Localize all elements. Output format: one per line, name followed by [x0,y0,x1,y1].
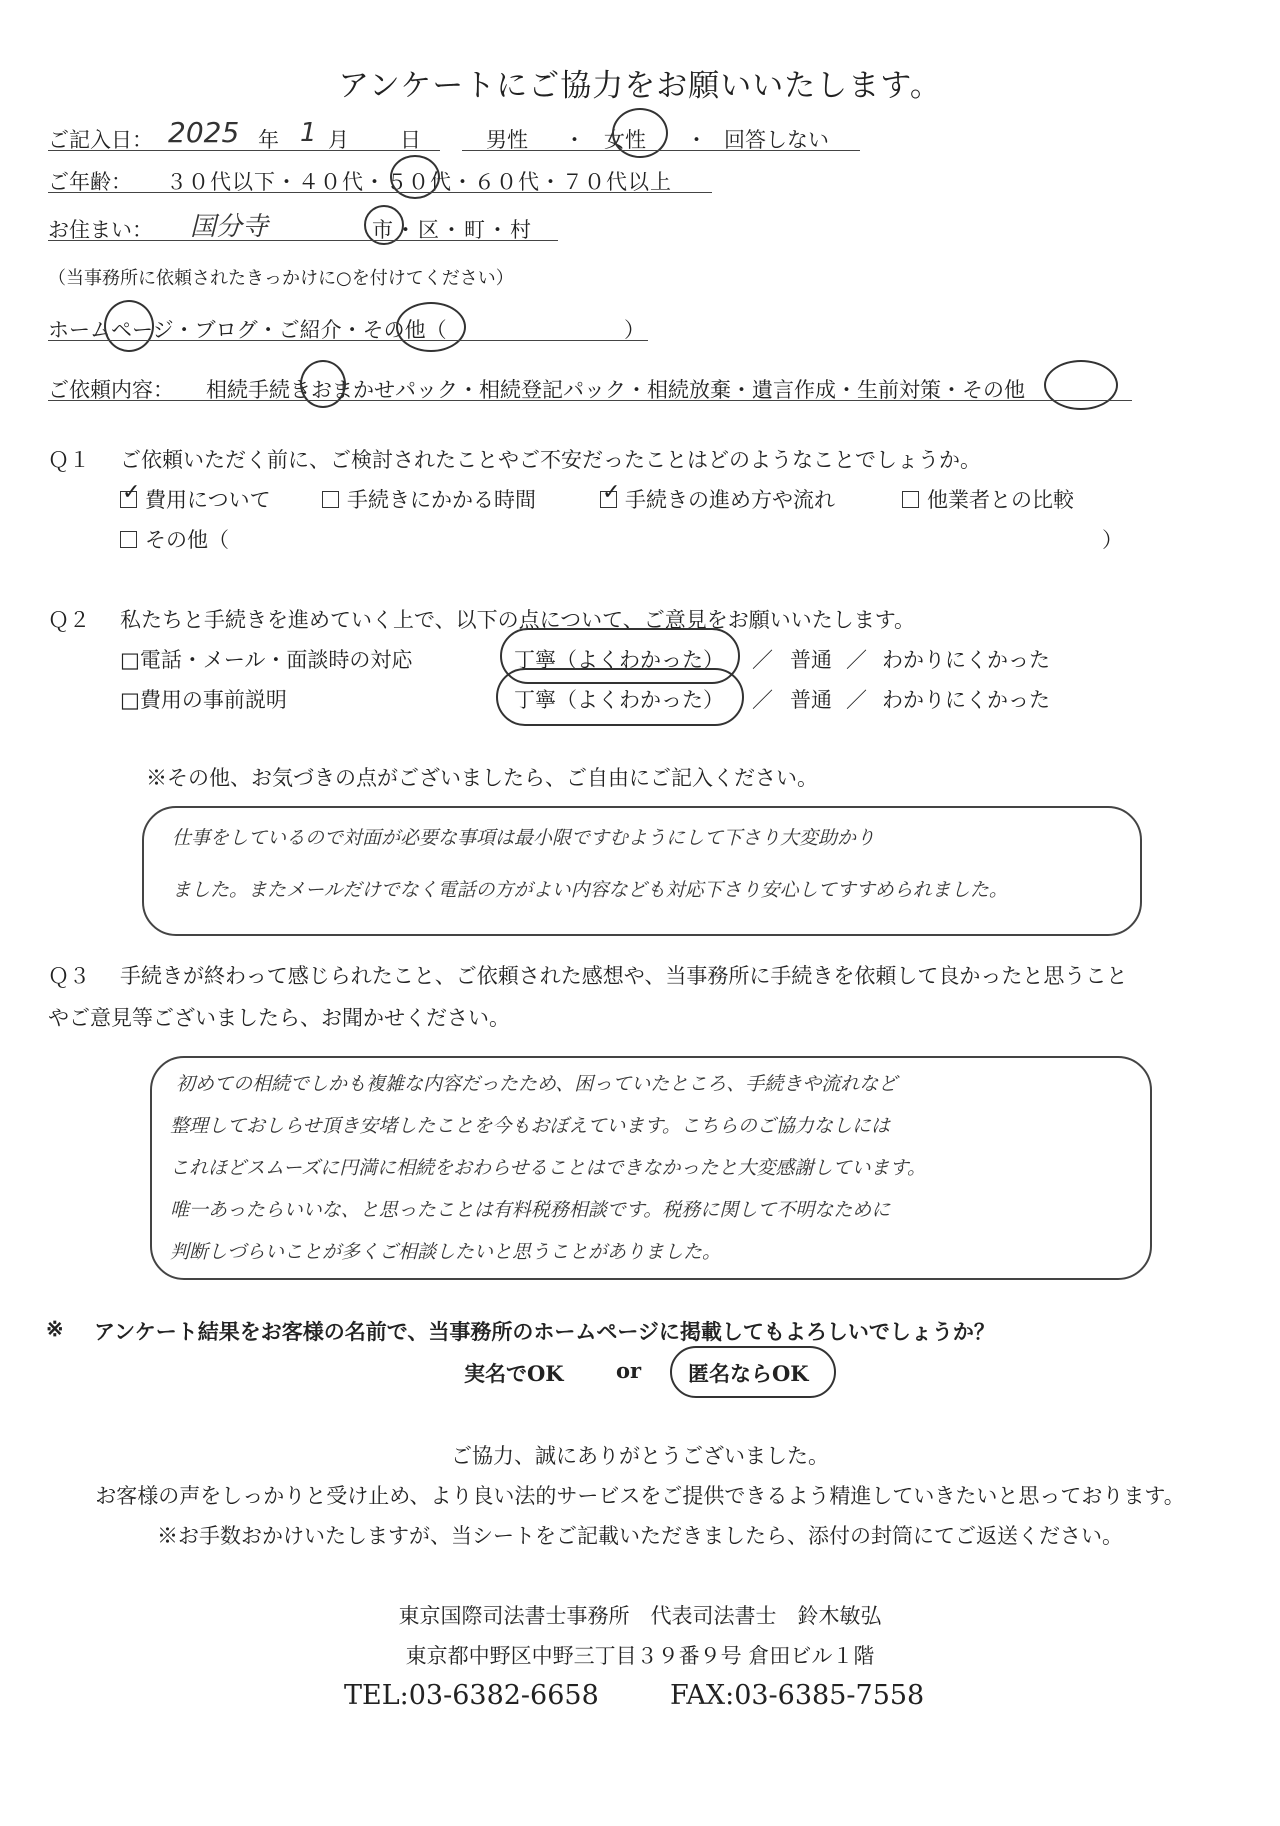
age-options: ３０代以下・４０代・５０代・６０代・７０代以上 [166,170,672,194]
gender-sep-2: ・ [686,128,707,152]
trigger-note: （当事務所に依頼されたきっかけに○を付けてください） [48,268,514,289]
q3-comment-line-5: 判断しづらいことが多くご相談したいと思うことがありました。 [170,1241,722,1263]
gender-sep-1: ・ [564,128,585,152]
gender-no-answer: 回答しない [724,128,829,152]
publish-opt-anon[interactable]: 匿名ならOK [688,1361,809,1386]
residence-underline [48,240,558,241]
trigger-options: ホームページ・ブログ・ご紹介・その他（ [48,318,447,342]
residence-selected-circle [364,205,404,245]
q2-row-cost-item: □費用の事前説明 [120,688,287,712]
date-month-value: 1 [300,118,317,148]
publish-or: or [616,1358,642,1383]
q2-question: 私たちと手続きを進めていく上で、以下の点について、ご意見をお願いいたします。 [120,608,916,632]
q1-option-cost[interactable]: ✓費用について [120,484,271,514]
publish-opt-real[interactable]: 実名でOK [464,1361,564,1386]
checkbox-icon[interactable] [120,531,137,548]
checkbox-icon[interactable] [902,491,919,508]
page-title: アンケートにご協力をお願いいたします。 [338,68,942,104]
q3-comment-line-3: これほどスムーズに円満に相続をおわらせることはできなかったと大変感謝しています。 [170,1157,927,1179]
q2-row-cost-slash-2: ／ [846,688,867,712]
age-label: ご年齢： [48,170,132,194]
age-underline [48,192,712,193]
trigger-underline [48,340,648,341]
q1-other-close: ） [1102,528,1123,552]
publish-selected-circle [670,1346,836,1398]
residence-value: 国分寺 [190,212,269,242]
q1-option-time[interactable]: 手続きにかかる時間 [322,484,536,514]
date-day-unit: 日 [400,128,421,152]
trigger-close: ） [624,318,645,342]
date-underline [48,150,440,151]
request-underline [48,400,1132,401]
office-name: 東京国際司法書士事務所 代表司法書士 鈴木敏弘 [398,1604,882,1628]
date-month-unit: 月 [328,128,349,152]
checkbox-icon[interactable] [322,491,339,508]
q2-comment-line-2: ました。またメールだけでなく電話の方がよい内容なども対応下さり安心してすすめられました。 [172,879,1008,901]
q2-row-contact-opt-normal: 普通 [790,648,832,672]
q3-question-line-1: 手続きが終わって感じられたこと、ご依頼された感想や、当事務所に手続きを依頼して良かったと思うこと [120,964,1128,988]
checkbox-checked-icon[interactable] [120,491,137,508]
q2-row-cost-selected-circle [496,668,744,726]
office-tel: TEL:03-6382-6658 [344,1680,599,1711]
q1-number: Ｑ１ [48,448,90,472]
gender-male: 男性 [486,128,528,152]
q2-row-cost-slash-1: ／ [752,688,773,712]
closing-line-2: お客様の声をしっかりと受け止め、より良い法的サービスをご提供できるよう精進していきたいと思っております。 [95,1484,1185,1508]
q2-comment-line-1: 仕事をしているので対面が必要な事項は最小限ですむようにして下さり大変助かり [172,827,876,849]
q1-option-other[interactable]: その他（ [120,524,229,554]
request-options: 相続手続きおまかせパック・相続登記パック・相続放棄・遺言作成・生前対策・その他 [206,378,1025,402]
request-label: ご依頼内容： [48,378,174,402]
office-fax: FAX:03-6385-7558 [670,1680,925,1711]
residence-options: 市・区・町・村 [372,218,533,242]
q2-row-cost-opt-normal: 普通 [790,688,832,712]
q2-row-contact-slash-2: ／ [846,648,867,672]
gender-female: 女性 [604,128,646,152]
q2-row-contact-slash-1: ／ [752,648,773,672]
q1-option-process[interactable]: ✓ 手続きの進め方や流れ [600,484,835,514]
trigger-other-circle [396,302,466,352]
request-other-circle [1044,360,1118,410]
closing-thanks: ご協力、誠にありがとうございました。 [451,1444,829,1468]
q2-row-contact-opt-polite: 丁寧（よくわかった） [514,648,724,672]
closing-line-3: ※お手数おかけいたしますが、当シートをご記載いただきましたら、添付の封筒にてご返送ください。 [157,1524,1123,1548]
date-year-unit: 年 [258,128,279,152]
q2-row-contact-item: □電話・メール・面談時の対応 [120,648,413,672]
q2-number: Ｑ２ [48,608,90,632]
gender-underline [462,150,860,151]
residence-label: お住まい： [48,218,153,242]
trigger-homepage-circle [104,300,154,352]
publish-mark: ※ [46,1316,64,1341]
q3-question-line-2: やご意見等ございましたら、お聞かせください。 [48,1006,510,1030]
q3-comment-line-2: 整理しておしらせ頂き安堵したことを今もおぼえています。こちらのご協力なしには [170,1115,890,1137]
checkbox-checked-icon[interactable] [600,491,617,508]
q3-comment-line-4: 唯一あったらいいな、と思ったことは有料税務相談です。税務に関して不明なために [170,1199,891,1221]
q2-free-note: ※その他、お気づきの点がございましたら、ご自由にご記入ください。 [146,766,818,790]
q3-number: Ｑ３ [48,964,90,988]
q2-row-contact-opt-hard: わかりにくかった [882,648,1050,672]
q2-row-cost-opt-polite: 丁寧（よくわかった） [514,688,724,712]
date-label: ご記入日： [48,128,153,152]
q1-option-compare[interactable]: 他業者との比較 [902,484,1074,514]
office-address: 東京都中野区中野三丁目３９番９号 倉田ビル１階 [405,1644,875,1668]
q2-row-cost-opt-hard: わかりにくかった [882,688,1050,712]
publish-question: アンケート結果をお客様の名前で、当事務所のホームページに掲載してもよろしいでしょうか？ [94,1319,995,1344]
q3-comment-line-1: 初めての相続でしかも複雑な内容だったため、困っていたところ、手続きや流れなど [176,1073,898,1095]
q1-question: ご依頼いただく前に、ご検討されたことやご不安だったことはどのようなことでしょうか。 [120,448,981,472]
date-year-value: 2025 [168,116,240,149]
